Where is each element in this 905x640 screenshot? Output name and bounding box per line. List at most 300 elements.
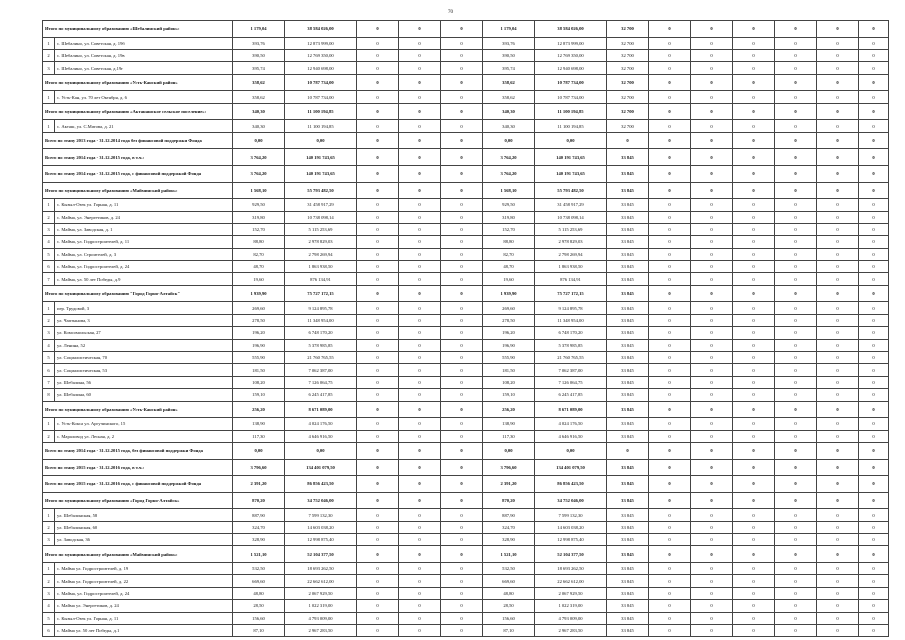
value-cell: 0 (441, 199, 483, 211)
value-cell: 0 (733, 401, 775, 418)
value-cell: 0 (733, 534, 775, 546)
table-row (43, 327, 889, 339)
value-cell: 32 700 (607, 49, 649, 61)
value-cell: 0 (817, 509, 859, 521)
value-cell: 0 (399, 352, 441, 364)
value-cell: 3 764,20 (483, 149, 535, 166)
value-cell: 0 (691, 376, 733, 388)
value-cell: 0 (775, 132, 817, 149)
value-cell: 48,80 (233, 587, 285, 599)
value-cell: 21 760 765,55 (285, 352, 357, 364)
value-cell: 0 (399, 285, 441, 302)
value-cell: 0 (817, 339, 859, 351)
value-cell: 876 134,91 (285, 273, 357, 285)
value-cell: 156,60 (233, 612, 285, 624)
value-cell: 0 (733, 182, 775, 199)
value-cell: 0 (775, 364, 817, 376)
value-cell: 0 (859, 91, 889, 103)
value-cell: 52 104 377,50 (535, 546, 607, 563)
value-cell: 0 (357, 165, 399, 182)
value-cell: 156,60 (483, 612, 535, 624)
value-cell: 0 (357, 587, 399, 599)
summary-label: Итого по муниципальному образованию «Усть-Канский район» (43, 401, 233, 418)
value-cell: 7 126 064,75 (285, 376, 357, 388)
value-cell: 0 (733, 103, 775, 120)
value-cell: 0 (817, 165, 859, 182)
value-cell: 0 (691, 211, 733, 223)
value-cell: 0 (649, 273, 691, 285)
value-cell: 0 (733, 199, 775, 211)
value-cell: 117,30 (233, 430, 285, 442)
value-cell: 0 (691, 74, 733, 91)
value-cell: 7 599 132,30 (535, 509, 607, 521)
value-cell: 0 (441, 302, 483, 314)
value-cell: 0 (859, 49, 889, 61)
table-row (43, 587, 889, 599)
value-cell: 0 (649, 314, 691, 326)
row-number: 2 (43, 430, 55, 442)
value-cell: 0 (775, 302, 817, 314)
value-cell: 2 967 283,50 (535, 625, 607, 637)
row-number: 3 (43, 534, 55, 546)
value-cell: 0 (441, 327, 483, 339)
value-cell: 4 793 009,00 (285, 612, 357, 624)
value-cell: 340,30 (483, 120, 535, 132)
table-row (43, 521, 889, 533)
value-cell: 0 (691, 575, 733, 587)
value-cell: 0 (859, 120, 889, 132)
value-cell: 10 787 734,00 (535, 91, 607, 103)
value-cell: 32 700 (607, 103, 649, 120)
value-cell: 108,20 (233, 376, 285, 388)
value-cell: 0 (691, 165, 733, 182)
value-cell: 0 (691, 401, 733, 418)
row-number: 5 (43, 248, 55, 260)
value-cell: 1 521,10 (483, 546, 535, 563)
value-cell: 0 (817, 327, 859, 339)
value-cell: 11 348 954,00 (535, 314, 607, 326)
value-cell: 0 (733, 563, 775, 575)
value-cell: 38 584 026,00 (285, 21, 357, 38)
row-number: 2 (43, 521, 55, 533)
value-cell: 108,20 (483, 376, 535, 388)
value-cell: 358,62 (233, 91, 285, 103)
value-cell: 0 (859, 376, 889, 388)
value-cell: 2 067 929,50 (285, 587, 357, 599)
value-cell: 0 (649, 21, 691, 38)
value-cell: 0 (441, 120, 483, 132)
value-cell: 0 (775, 211, 817, 223)
value-cell: 7 126 064,75 (535, 376, 607, 388)
value-cell: 0 (399, 339, 441, 351)
summary-label: Всего по этапу 2014 года - 31.12.2015 года, с финансовой поддержкой Фонда (43, 165, 233, 182)
value-cell: 0 (357, 62, 399, 74)
value-cell: 0 (357, 248, 399, 260)
value-cell: 0 (817, 302, 859, 314)
value-cell: 0 (859, 492, 889, 509)
value-cell: 7 062 387,00 (285, 364, 357, 376)
table-row (43, 339, 889, 351)
value-cell: 33 845 (607, 534, 649, 546)
value-cell: 14 603 038,20 (285, 521, 357, 533)
row-number: 2 (43, 314, 55, 326)
value-cell: 0 (817, 149, 859, 166)
value-cell: 0 (817, 248, 859, 260)
value-cell: 0 (441, 546, 483, 563)
value-cell: 33 845 (607, 587, 649, 599)
value-cell: 0 (441, 442, 483, 459)
value-cell: 0 (775, 165, 817, 182)
value-cell: 0 (817, 364, 859, 376)
value-cell: 0 (733, 62, 775, 74)
value-cell: 0 (817, 534, 859, 546)
value-cell: 0 (357, 575, 399, 587)
value-cell: 0 (775, 521, 817, 533)
value-cell: 0 (817, 74, 859, 91)
table-row (43, 534, 889, 546)
value-cell: 12 769 350,00 (535, 49, 607, 61)
value-cell: 0 (357, 182, 399, 199)
value-cell: 0 (691, 314, 733, 326)
value-cell: 0 (399, 132, 441, 149)
value-cell: 0 (691, 492, 733, 509)
value-cell: 0 (817, 21, 859, 38)
row-number: 1 (43, 91, 55, 103)
value-cell: 0 (859, 364, 889, 376)
value-cell: 0 (357, 314, 399, 326)
value-cell: 0 (441, 492, 483, 509)
value-cell: 0 (733, 165, 775, 182)
value-cell: 0 (691, 103, 733, 120)
value-cell: 33 845 (607, 165, 649, 182)
value-cell: 87,10 (233, 625, 285, 637)
value-cell: 0 (357, 534, 399, 546)
value-cell: 0 (399, 364, 441, 376)
row-number: 3 (43, 223, 55, 235)
value-cell: 0 (859, 248, 889, 260)
value-cell: 0 (399, 521, 441, 533)
value-cell: 0 (649, 302, 691, 314)
value-cell: 0 (817, 563, 859, 575)
address-cell: ул. Шебалина, 60 (55, 389, 233, 401)
value-cell: 0 (775, 612, 817, 624)
summary-row (43, 165, 889, 182)
value-cell: 0 (859, 587, 889, 599)
value-cell: 0 (649, 401, 691, 418)
value-cell: 358,62 (233, 74, 285, 91)
table-row (43, 418, 889, 430)
value-cell: 0 (775, 492, 817, 509)
value-cell: 0 (733, 476, 775, 493)
value-cell: 33 845 (607, 327, 649, 339)
value-cell: 181,50 (233, 364, 285, 376)
value-cell: 0 (733, 625, 775, 637)
value-cell: 390,50 (483, 49, 535, 61)
value-cell: 1 521,10 (233, 546, 285, 563)
value-cell: 0 (691, 546, 733, 563)
value-cell: 0 (859, 132, 889, 149)
value-cell: 0 (859, 521, 889, 533)
value-cell: 0 (817, 236, 859, 248)
value-cell: 0 (441, 132, 483, 149)
table-row (43, 389, 889, 401)
value-cell: 5 378 985,85 (285, 339, 357, 351)
value-cell: 0 (399, 273, 441, 285)
value-cell: 0,00 (535, 132, 607, 149)
table-row (43, 248, 889, 260)
value-cell: 0 (441, 49, 483, 61)
table-row (43, 509, 889, 521)
value-cell: 0 (817, 459, 859, 476)
row-number: 6 (43, 625, 55, 637)
value-cell: 75 727 172,15 (535, 285, 607, 302)
value-cell: 33 845 (607, 261, 649, 273)
value-cell: 0 (649, 534, 691, 546)
address-cell: пер. Трудовой, 3 (55, 302, 233, 314)
value-cell: 0 (399, 625, 441, 637)
value-cell: 140 191 743,65 (285, 165, 357, 182)
value-cell: 0 (775, 563, 817, 575)
value-cell: 1 939,90 (233, 285, 285, 302)
value-cell: 0 (691, 285, 733, 302)
value-cell: 82,70 (483, 248, 535, 260)
summary-label: Всего по этапу 2015 года - 31.12.2016 года, в т.ч.: (43, 459, 233, 476)
value-cell: 159,10 (483, 389, 535, 401)
value-cell: 0 (733, 352, 775, 364)
value-cell: 0 (859, 625, 889, 637)
summary-row (43, 132, 889, 149)
value-cell: 11 348 954,00 (285, 314, 357, 326)
summary-row (43, 103, 889, 120)
value-cell: 0 (733, 74, 775, 91)
table-row (43, 352, 889, 364)
value-cell: 12 998 875,40 (285, 534, 357, 546)
value-cell: 0 (357, 103, 399, 120)
value-cell: 0 (357, 132, 399, 149)
value-cell: 34 752 046,00 (535, 492, 607, 509)
value-cell: 395,74 (233, 62, 285, 74)
row-number: 1 (43, 563, 55, 575)
value-cell: 0 (691, 199, 733, 211)
value-cell: 0 (775, 418, 817, 430)
table-row (43, 625, 889, 637)
summary-label: Итого по муниципальному образованию «Усть-Канский район» (43, 74, 233, 91)
value-cell: 0 (733, 575, 775, 587)
value-cell: 33 845 (607, 352, 649, 364)
table-row (43, 376, 889, 388)
value-cell: 55 793 482,50 (285, 182, 357, 199)
value-cell: 0 (441, 103, 483, 120)
value-cell: 0 (649, 600, 691, 612)
value-cell: 2 967 283,50 (285, 625, 357, 637)
value-cell: 33 845 (607, 223, 649, 235)
row-number: 3 (43, 587, 55, 599)
value-cell: 0 (775, 376, 817, 388)
value-cell: 0 (817, 418, 859, 430)
value-cell: 0 (775, 352, 817, 364)
value-cell: 0 (817, 600, 859, 612)
value-cell: 0 (733, 587, 775, 599)
address-cell: с. Усть-Кан, ул. 70 лет Октября, д. 6 (55, 91, 233, 103)
value-cell: 0 (649, 587, 691, 599)
value-cell: 0 (441, 534, 483, 546)
value-cell: 0 (649, 120, 691, 132)
value-cell: 0 (859, 401, 889, 418)
value-cell: 0 (357, 339, 399, 351)
value-cell: 0 (649, 492, 691, 509)
value-cell: 0 (649, 236, 691, 248)
value-cell: 0 (691, 302, 733, 314)
value-cell: 0 (441, 236, 483, 248)
value-cell: 0 (691, 248, 733, 260)
address-cell: с. Майма ул. 50 лет Победы, д.1 (55, 625, 233, 637)
value-cell: 0 (399, 236, 441, 248)
value-cell: 0 (399, 459, 441, 476)
value-cell: 0 (859, 459, 889, 476)
value-cell: 0 (399, 165, 441, 182)
value-cell: 196,20 (233, 327, 285, 339)
value-cell: 0,00 (285, 442, 357, 459)
value-cell: 0 (441, 165, 483, 182)
value-cell: 887,90 (233, 509, 285, 521)
value-cell: 181,50 (483, 364, 535, 376)
value-cell: 0 (649, 459, 691, 476)
row-number: 4 (43, 600, 55, 612)
value-cell: 0 (357, 442, 399, 459)
value-cell: 196,90 (483, 339, 535, 351)
address-cell: с. Кызыл-Озек ул. Горная, д. 11 (55, 199, 233, 211)
value-cell: 0 (649, 389, 691, 401)
value-cell: 870,20 (483, 492, 535, 509)
value-cell: 0 (607, 132, 649, 149)
value-cell: 319,80 (233, 211, 285, 223)
value-cell: 0 (859, 37, 889, 49)
value-cell: 33 845 (607, 199, 649, 211)
table-row (43, 120, 889, 132)
value-cell: 0 (817, 62, 859, 74)
value-cell: 0 (859, 352, 889, 364)
value-cell: 12 940 698,00 (285, 62, 357, 74)
value-cell: 0 (859, 182, 889, 199)
value-cell: 52 104 377,50 (285, 546, 357, 563)
row-number: 1 (43, 199, 55, 211)
value-cell: 0,00 (233, 442, 285, 459)
value-cell: 0 (817, 49, 859, 61)
address-cell: ул. Социалистическая, 70 (55, 352, 233, 364)
address-cell: с. Майма ул. Гидростроителей, д. 22 (55, 575, 233, 587)
value-cell: 269,60 (233, 302, 285, 314)
address-cell: с. Усть-Кокса ул. Аргучинского, 15 (55, 418, 233, 430)
value-cell: 5 115 253,69 (535, 223, 607, 235)
value-cell: 2 798 269,94 (285, 248, 357, 260)
table-row (43, 575, 889, 587)
value-cell: 0 (859, 476, 889, 493)
address-cell: с. Майма, ул. Строителей, д. 3 (55, 248, 233, 260)
value-cell: 0 (441, 418, 483, 430)
table-row (43, 236, 889, 248)
value-cell: 0 (775, 223, 817, 235)
value-cell: 152,70 (233, 223, 285, 235)
value-cell: 0 (775, 600, 817, 612)
value-cell: 10 738 098,14 (285, 211, 357, 223)
value-cell: 0 (817, 587, 859, 599)
value-cell: 0 (775, 476, 817, 493)
value-cell: 0 (649, 442, 691, 459)
value-cell: 48,70 (233, 261, 285, 273)
value-cell: 0,00 (483, 442, 535, 459)
value-cell: 0 (817, 442, 859, 459)
table-row (43, 91, 889, 103)
summary-row (43, 442, 889, 459)
value-cell: 0 (357, 302, 399, 314)
value-cell: 0 (441, 575, 483, 587)
value-cell: 0 (357, 199, 399, 211)
value-cell: 0 (691, 339, 733, 351)
value-cell: 0 (357, 546, 399, 563)
value-cell: 33 845 (607, 401, 649, 418)
address-cell: ул. Шебалинская, 60 (55, 521, 233, 533)
value-cell: 390,50 (233, 49, 285, 61)
value-cell: 0 (733, 223, 775, 235)
row-number: 5 (43, 612, 55, 624)
value-cell: 0 (649, 430, 691, 442)
summary-label: Всего по этапу 2015 года - 31.12.2016 года, с финансовой поддержкой Фонда (43, 476, 233, 493)
value-cell: 0 (441, 314, 483, 326)
value-cell: 140 191 743,65 (535, 149, 607, 166)
value-cell: 0 (817, 376, 859, 388)
value-cell: 0 (649, 364, 691, 376)
value-cell: 33 845 (607, 314, 649, 326)
value-cell: 0 (357, 476, 399, 493)
value-cell: 32 700 (607, 120, 649, 132)
value-cell: 0 (441, 612, 483, 624)
value-cell: 0 (733, 236, 775, 248)
value-cell: 0 (399, 37, 441, 49)
value-cell: 0 (399, 327, 441, 339)
value-cell: 0 (357, 600, 399, 612)
value-cell: 55 793 482,50 (535, 182, 607, 199)
value-cell: 0 (357, 492, 399, 509)
value-cell: 12 940 698,00 (535, 62, 607, 74)
value-cell: 0 (817, 91, 859, 103)
value-cell: 0 (649, 199, 691, 211)
value-cell: 0 (691, 132, 733, 149)
value-cell: 0 (859, 223, 889, 235)
value-cell: 0 (775, 459, 817, 476)
value-cell: 0 (399, 199, 441, 211)
value-cell: 10 738 098,14 (535, 211, 607, 223)
value-cell: 0 (357, 273, 399, 285)
value-cell: 0,00 (285, 132, 357, 149)
summary-label: Итого по муниципальному образованию «Город Горно-Алтайск» (43, 492, 233, 509)
value-cell: 0 (733, 314, 775, 326)
summary-label: Итого по муниципальному образованию "Город Горно-Алтайск" (43, 285, 233, 302)
value-cell: 86 856 423,50 (535, 476, 607, 493)
value-cell: 0 (817, 476, 859, 493)
address-cell: ул. Ленина, 52 (55, 339, 233, 351)
value-cell: 4 024 176,50 (285, 418, 357, 430)
value-cell: 33 845 (607, 389, 649, 401)
value-cell: 0 (399, 575, 441, 587)
page-number: 70 (448, 10, 453, 15)
value-cell: 0 (691, 430, 733, 442)
table-row (43, 430, 889, 442)
value-cell: 0 (691, 261, 733, 273)
value-cell: 0 (859, 314, 889, 326)
value-cell: 0 (859, 575, 889, 587)
value-cell: 340,30 (483, 103, 535, 120)
value-cell: 33 845 (607, 364, 649, 376)
